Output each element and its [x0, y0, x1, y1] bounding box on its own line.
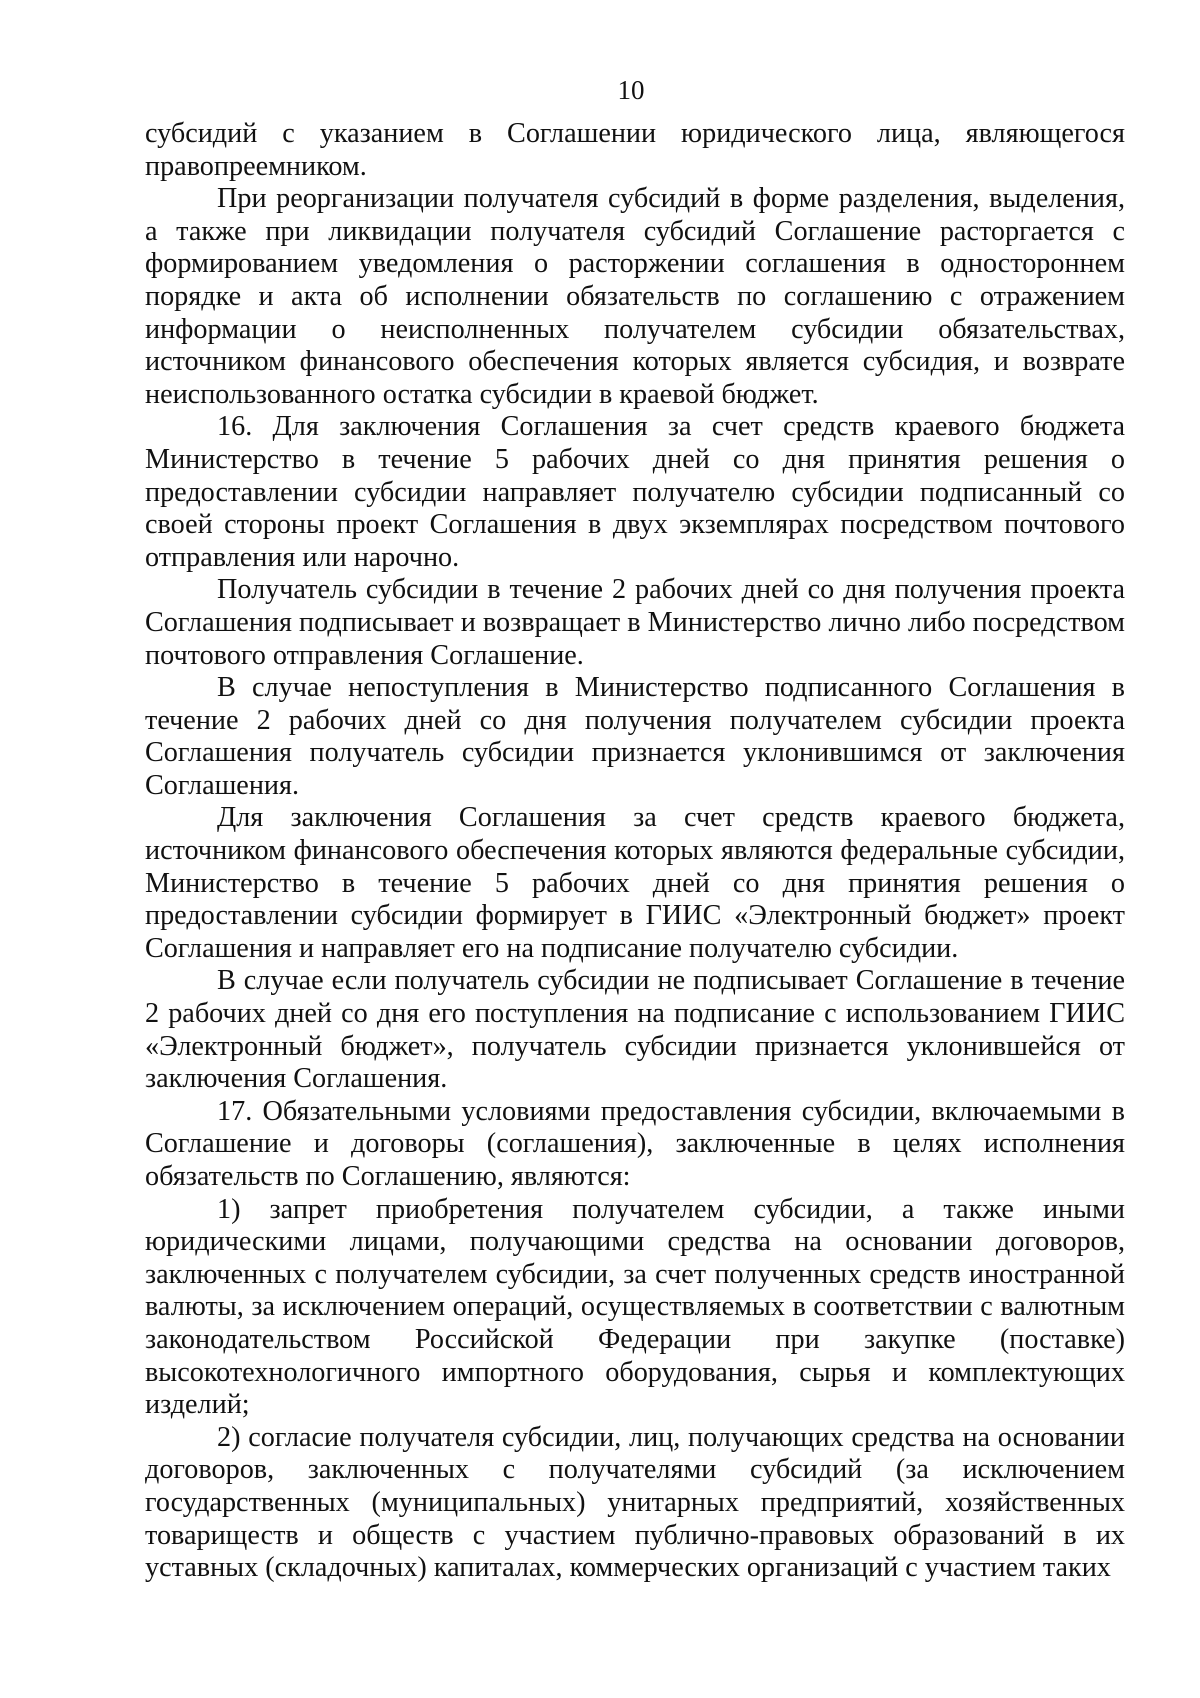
document-body	[145, 118, 1125, 1585]
paragraph-condition-2: 2) согласие получателя субсидии, лиц, получающих средства на основании договоров, заключенных с получателями субсидий (за исключением государственных (муниципальных) унитарных предприятий, хозяйственных товариществ и обществ с участием публично-правовых образований в их уставных (складочных) капиталах, коммерческих организаций с участием таких	[145, 1421, 1125, 1584]
page-number: 10	[617, 75, 645, 105]
paragraph-non-receipt: В случае непоступления в Министерство подписанного Соглашения в течение 2 рабочих дней со дня получения получателем субсидии проекта Соглашения получатель субсидии признается уклонившимся от заключения Соглашения.	[145, 672, 1125, 801]
paragraph-recipient-signing: Получатель субсидии в течение 2 рабочих дней со дня получения проекта Соглашения подписывает и возвращает в Министерство лично либо посредством почтового отправления Соглашение.	[145, 574, 1125, 671]
paragraph-federal-subsidies: Для заключения Соглашения за счет средств краевого бюджета, источником финансового обеспечения которых являются федеральные субсидии, Министерство в течение 5 рабочих дней со дня принятия решения о предоставлении субсидии формирует в ГИИС «Электронный бюджет» проект Соглашения и направляет его на подписание получателю субсидии.	[145, 802, 1125, 964]
paragraph-condition-1: 1) запрет приобретения получателем субсидии, а также иными юридическими лицами, получающими средства на основании договоров, заключенных с получателем субсидии, за счет полученных средств иностранной валюты, за исключением операций, осуществляемых в соответствии с валютным законодательством Российской Федерации при закупке (поставке) высокотехнологичного импортного оборудования, сырья и комплектующих изделий;	[145, 1193, 1125, 1421]
paragraph-reorganization: При реорганизации получателя субсидий в форме разделения, выделения, а также при ликвидации получателя субсидий Соглашение расторгается с формированием уведомления о расторжении соглашения в одностороннем порядке и акта об исполнении обязательств по соглашению с отражением информации о неисполненных получателем субсидии обязательствах, источником финансового обеспечения которых является субсидия, и возврате неиспользованного остатка субсидии в краевой бюджет.	[145, 183, 1125, 410]
paragraph-continuation: субсидий с указанием в Соглашении юридического лица, являющегося правопреемником.	[145, 118, 1125, 182]
paragraph-item-17: 17. Обязательными условиями предоставления субсидии, включаемыми в Соглашение и договоры (соглашения), заключенные в целях исполнения обязательств по Соглашению, являются:	[145, 1095, 1125, 1192]
paragraph-item-16: 16. Для заключения Соглашения за счет средств краевого бюджета Министерство в течение 5 рабочих дней со дня принятия решения о предоставлении субсидии направляет получателю субсидии подписанный со своей стороны проект Соглашения в двух экземплярах посредством почтового отправления или нарочно.	[145, 411, 1125, 573]
paragraph-evasion: В случае если получатель субсидии не подписывает Соглашение в течение 2 рабочих дней со дня его поступления на подписание с использованием ГИИС «Электронный бюджет», получатель субсидии признается уклонившейся от заключения Соглашения.	[145, 965, 1125, 1095]
